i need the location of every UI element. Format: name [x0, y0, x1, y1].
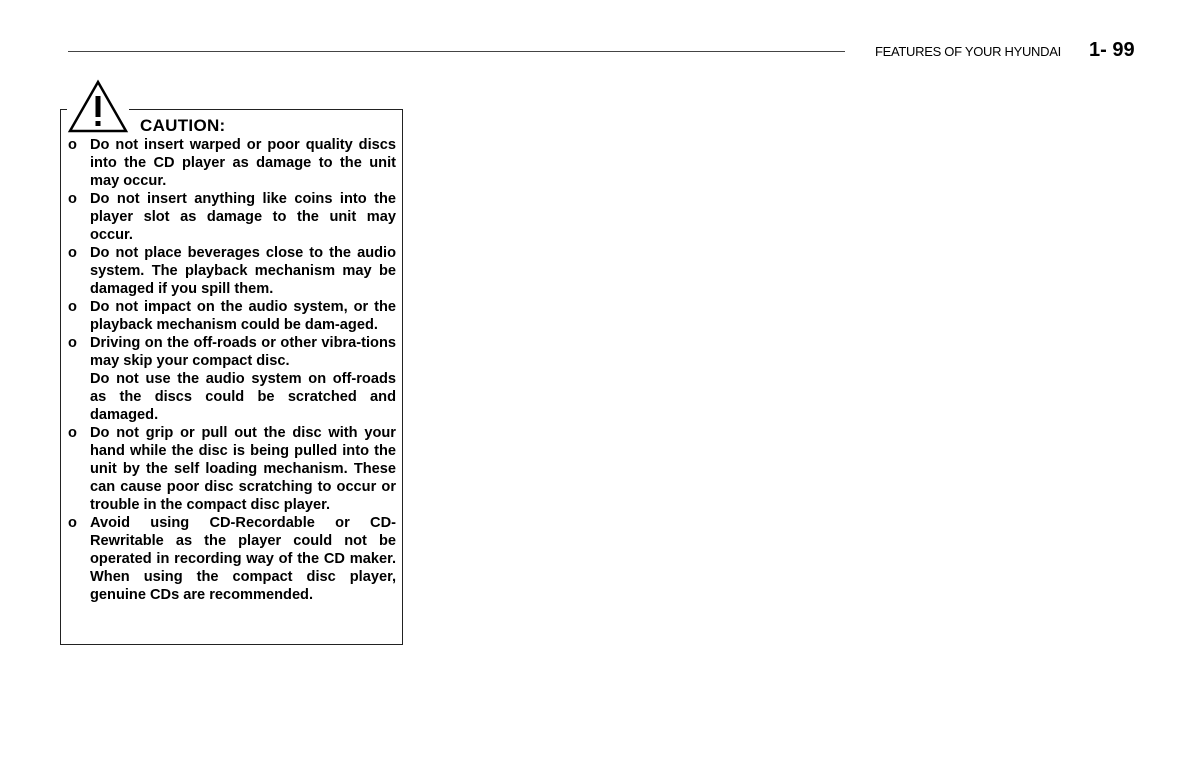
page-number: 1- 99 [1089, 39, 1135, 61]
caution-list [60, 136, 403, 604]
caution-item-2 [60, 190, 403, 244]
header-rule [68, 51, 845, 52]
caution-item-text: Do not insert warped or poor quality discs into the CD player as damage to the unit may occur. [90, 137, 396, 189]
section-title: FEATURES OF YOUR HYUNDAI [875, 44, 1061, 59]
warning-triangle-icon [67, 79, 129, 133]
caution-item-text: Avoid using CD-Recordable or CD-Rewritable as the player could not be operated in recording way of the CD maker. When using the compact disc player, genuine CDs are recommended. [90, 515, 396, 603]
caution-item-5 [60, 334, 403, 424]
list-bullet: o [68, 191, 77, 207]
caution-item-7 [60, 514, 403, 604]
caution-item-text: Driving on the off-roads or other vibra-tions may skip your compact disc. [90, 335, 396, 369]
list-bullet: o [68, 137, 77, 153]
caution-item-text: Do not insert anything like coins into the player slot as damage to the unit may occur. [90, 191, 396, 243]
caution-item-text: Do not grip or pull out the disc with your hand while the disc is being pulled into the unit by the self loading mechanism. These can cause poor disc scratching to occur or trouble in the compact disc player. [90, 425, 396, 513]
list-bullet: o [68, 245, 77, 261]
list-bullet: o [68, 335, 77, 351]
caution-item-6 [60, 424, 403, 514]
caution-item-1 [60, 136, 403, 190]
caution-item-text: Do not impact on the audio system, or the playback mechanism could be dam-aged. [90, 299, 396, 333]
caution-item-3 [60, 244, 403, 298]
caution-heading: CAUTION: [140, 116, 226, 135]
caution-item-text-continued: Do not use the audio system on off-roads as the discs could be scratched and damaged. [90, 371, 396, 423]
list-bullet: o [68, 299, 77, 315]
list-bullet: o [68, 425, 77, 441]
caution-item-4 [60, 298, 403, 334]
caution-item-text: Do not place beverages close to the audio system. The playback mechanism may be damaged if you spill them. [90, 245, 396, 297]
list-bullet: o [68, 515, 77, 531]
